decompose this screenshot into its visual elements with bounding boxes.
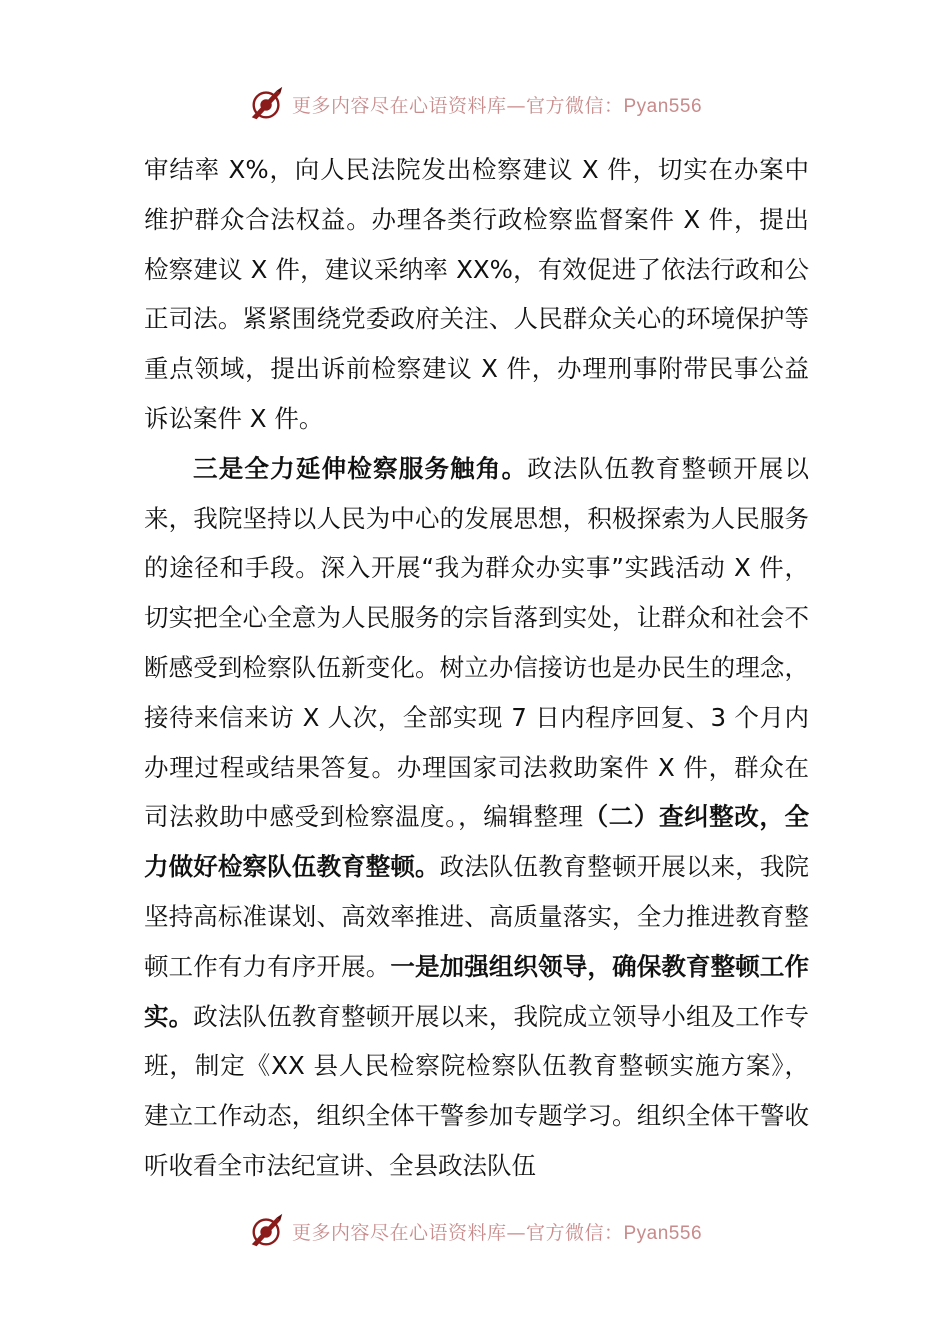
document-body — [144, 145, 809, 1191]
body-text: 政法队伍教育整顿开展以来，我院坚持以人民为中心的发展思想，积极探索为人民服务的途径和手段。深入开展“我为群众办实事”实践活动 X 件，切实把全心全意为人民服务的宗旨落到实处，让群众和社会不断感受到检察队伍新变化。树立办信接访也是办民生的理念，接待来信来访 X 人次，全部实现 7 日内程序回复、3 个月内办理过程或结果答复。办理国家司法救助案件 X 件，群众在司法救助中感受到检察温度。，编辑整理 — [144, 453, 810, 832]
bold-heading-text: （二）查纠整改，全力做好检察队伍教育整顿。 — [144, 802, 810, 882]
body-text: 政法队伍教育整顿开展以来，我院坚持高标准谋划、高效率推进、高质量落实，全力推进教育整顿工作有力有序开展。 — [144, 852, 810, 981]
bold-heading-text: 三是全力延伸检察服务触角。 — [193, 453, 528, 483]
body-text: 审结率 X%，向人民法院发出检察建议 X 件，切实在办案中维护群众合法权益。办理各类行政检察监督案件 X 件，提出检察建议 X 件，建议采纳率 XX%，有效促进了依法行政和公正司法。紧紧围绕党委政府关注、人民群众关心的环境保护等重点领域，提出诉前检察建议 X 件，办理刑事附带民事公益诉讼案件 X 件。 — [144, 155, 809, 433]
bold-heading-text: 一是加强组织领导，确保教育整顿工作实。 — [144, 951, 810, 1031]
paragraph — [144, 145, 809, 444]
body-text: 政法队伍教育整顿开展以来，我院成立领导小组及工作专班，制定《XX 县人民检察院检察队伍教育整顿实施方案》，建立工作动态，组织全体干警参加专题学习。组织全体干警收听收看全市法纪宣讲、全县政法队伍 — [144, 1001, 810, 1180]
pen-seal-icon — [248, 85, 286, 123]
watermark-text: 更多内容尽在心语资料库—官方微信：Pyan556 — [291, 94, 703, 117]
header-watermark — [0, 82, 950, 126]
pen-seal-icon — [248, 1212, 286, 1250]
footer-watermark — [0, 1209, 950, 1253]
paragraph — [144, 444, 809, 1191]
watermark-text: 更多内容尽在心语资料库—官方微信：Pyan556 — [291, 1221, 703, 1244]
